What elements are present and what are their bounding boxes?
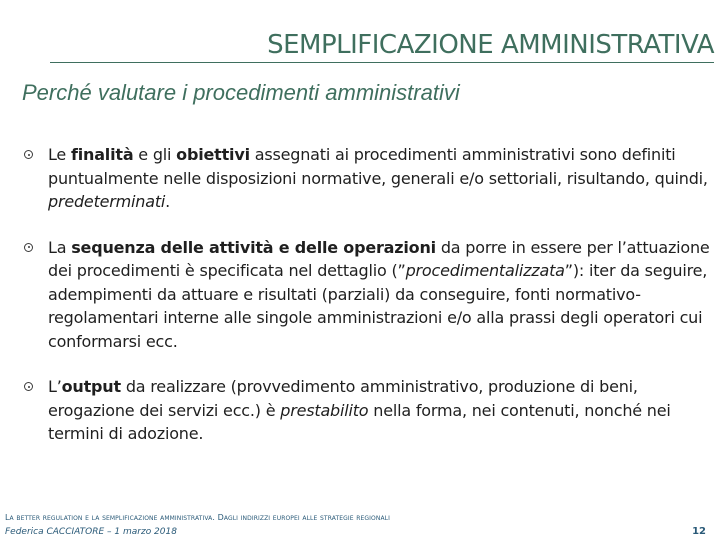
- footer-author: Federica CACCIATORE – 1 marzo 2018: [5, 527, 177, 537]
- bullet-item: [22, 143, 712, 214]
- bullet-marker-icon: [24, 382, 33, 391]
- slide-subtitle: Perché valutare i procedimenti amministrativi: [22, 80, 460, 105]
- slide-title: SEMPLIFICAZIONE AMMINISTRATIVA: [267, 30, 714, 60]
- text-run: nella forma, nei contenuti, nonché nei termini di adozione.: [48, 400, 671, 443]
- title-underline: [50, 62, 714, 63]
- bold-text: output: [61, 377, 121, 396]
- title-area: [0, 0, 720, 70]
- italic-text: procedimentalizzata: [405, 261, 565, 280]
- text-run: ”): iter da seguire, adempimenti da attuare e risultati (parziali) da conseguire, fonti normativo-regolamentari interne alle singole amministrazioni e/o alla prassi degli operatori cui conformarsi ecc.: [48, 261, 708, 351]
- bold-text: sequenza delle attività e delle operazioni: [71, 237, 436, 257]
- page-number: 12: [692, 526, 706, 537]
- text-run: assegnati ai procedimenti amministrativi sono definiti puntualmente nelle disposizioni normative, generali e/o settoriali, risultando, quindi,: [48, 145, 708, 188]
- bold-text: finalità: [70, 145, 134, 164]
- text-run: .: [165, 192, 171, 211]
- bullet-text: [48, 143, 712, 214]
- bullet-marker-icon: [24, 150, 33, 159]
- bullet-item: [22, 236, 712, 354]
- text-run: Le: [48, 145, 71, 164]
- bullet-list: [22, 143, 712, 468]
- footer-title: La better regulation e la semplificazione amministrativa. Dagli indirizzi europei alle strategie regionali: [5, 513, 390, 522]
- text-run: da porre in essere per l’attuazione dei procedimenti è specificata nel dettaglio (”: [48, 237, 710, 280]
- text-run: e gli: [133, 145, 177, 164]
- bullet-text: [48, 375, 712, 446]
- bullet-item: [22, 375, 712, 446]
- bold-text: obiettivi: [176, 145, 250, 164]
- text-run: L’: [48, 377, 62, 396]
- italic-text: predeterminati: [48, 192, 166, 211]
- text-run: La: [48, 237, 72, 257]
- text-run: da realizzare (provvedimento amministrativo, produzione di beni, erogazione dei servizi ecc.) è: [48, 377, 638, 420]
- bullet-text: [48, 236, 712, 354]
- italic-text: prestabilito: [280, 400, 369, 420]
- bullet-marker-icon: [24, 243, 33, 252]
